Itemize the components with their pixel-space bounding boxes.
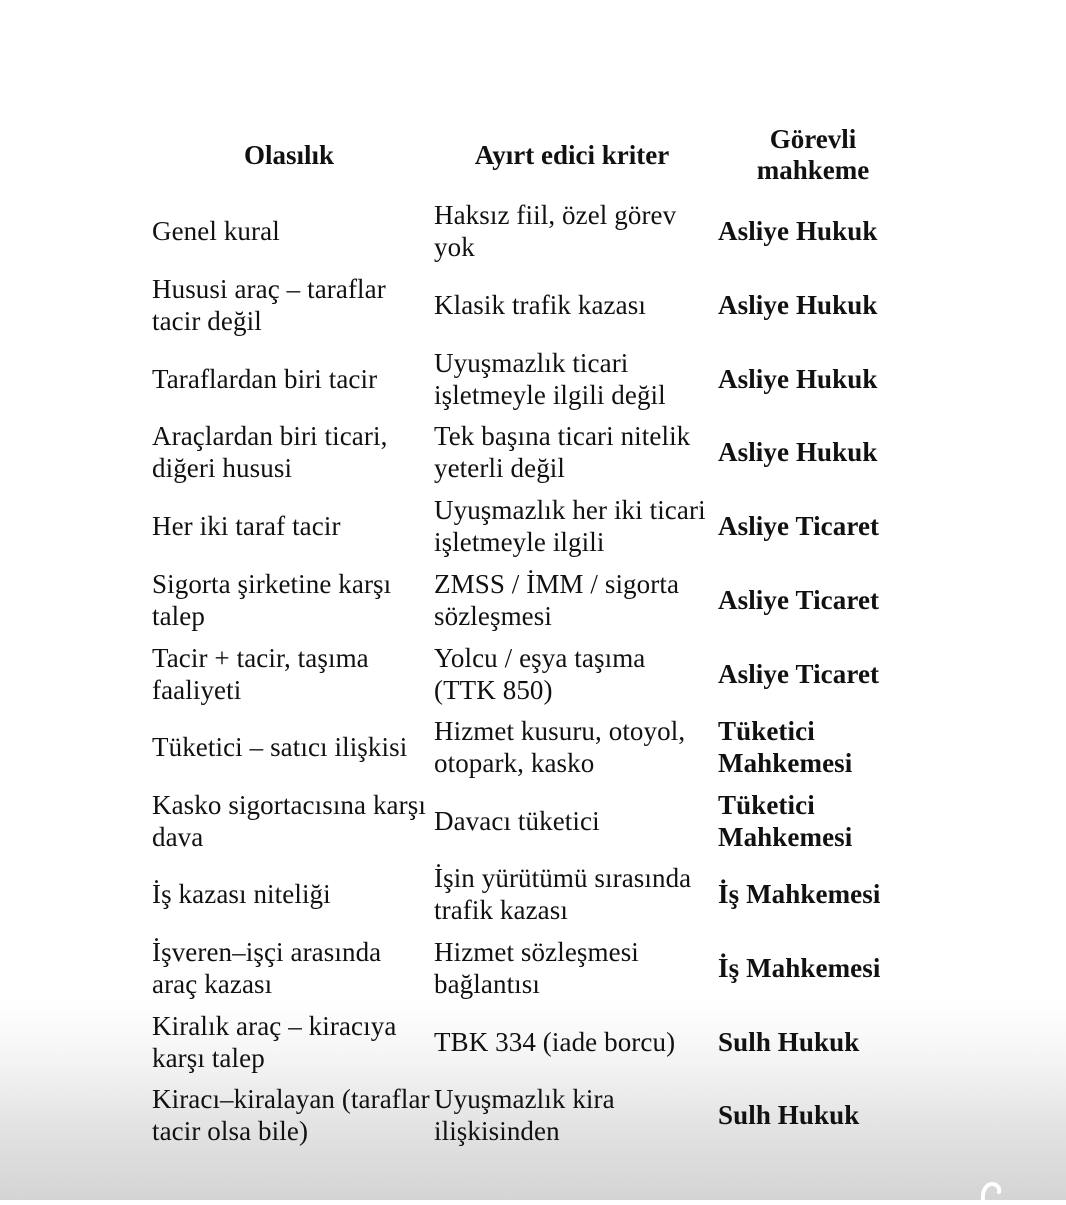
table-row [0,637,1066,711]
cell-mahkeme: Sulh Hukuk [718,1100,860,1130]
cell-olasilik: İşveren–işçi arasında araç kazası [152,937,382,999]
cell-mahkeme: Asliye Ticaret [718,511,880,541]
cell-olasilik: Kasko sigortacısına karşı dava [152,790,426,852]
cell-mahkeme: Asliye Hukuk [718,364,878,394]
cell-mahkeme: Asliye Hukuk [718,290,878,320]
cell-kriter: İşin yürütümü sırasında trafik kazası [434,863,692,925]
cell-olasilik: Kiracı–kiralayan (taraflar tacir olsa bile) [152,1084,430,1146]
cell-olasilik: Kiralık araç – kiracıya karşı talep [152,1011,397,1073]
cell-mahkeme: Asliye Ticaret [718,585,880,615]
cell-mahkeme: Sulh Hukuk [718,1027,860,1057]
table-row [0,194,1066,268]
cell-mahkeme: Asliye Hukuk [718,216,878,246]
cell-olasilik: İş kazası niteliği [152,879,331,909]
table-row [0,489,1066,563]
cell-olasilik: Tacir + tacir, taşıma faaliyeti [152,643,369,705]
cell-kriter: TBK 334 (iade borcu) [434,1027,676,1057]
cell-kriter: Klasik trafik kazası [434,290,646,320]
cell-mahkeme: İş Mahkemesi [718,879,881,909]
cell-mahkeme: Asliye Hukuk [718,437,878,467]
table-row [0,342,1066,416]
table-row [0,857,1066,931]
cell-mahkeme: İş Mahkemesi [718,953,881,983]
table-row [0,563,1066,637]
table-row [0,1005,1066,1079]
cell-olasilik: Hususi araç – taraflar tacir değil [152,274,386,336]
cell-kriter: Uyuşmazlık kira ilişkisinden [434,1084,615,1146]
partial-rounded-icon [978,1176,1004,1200]
cell-kriter: Hizmet kusuru, otoyol, otopark, kasko [434,716,686,778]
cell-mahkeme: Tüketici Mahkemesi [718,790,853,852]
cell-olasilik: Araçlardan biri ticari, diğeri hususi [152,421,388,483]
cell-kriter: Tek başına ticari nitelik yeterli değil [434,421,691,483]
table-row [0,931,1066,1005]
header-olasilik: Olasılık [243,140,335,170]
table-row [0,710,1066,784]
cell-olasilik: Sigorta şirketine karşı talep [152,569,392,631]
table-row [0,415,1066,489]
table-row [0,1078,1066,1152]
cell-olasilik: Genel kural [152,216,280,246]
cell-olasilik: Taraflardan biri tacir [152,364,378,394]
cell-olasilik: Tüketici – satıcı ilişkisi [152,732,408,762]
cell-kriter: Davacı tüketici [434,806,600,836]
cell-kriter: Uyuşmazlık her iki ticari işletmeyle ilgili [434,495,706,557]
header-gorevli-mahkeme: Görevli mahkeme [756,124,870,185]
table-row [0,268,1066,342]
cell-olasilik: Her iki taraf tacir [152,511,341,541]
cell-mahkeme: Asliye Ticaret [718,659,880,689]
cell-kriter: Hizmet sözleşmesi bağlantısı [434,937,639,999]
cell-kriter: Haksız fiil, özel görev yok [434,200,677,262]
table-row [0,784,1066,858]
header-ayirt-edici-kriter: Ayırt edici kriter [474,140,670,170]
cell-kriter: Yolcu / eşya taşıma (TTK 850) [434,643,646,705]
cell-kriter: ZMSS / İMM / sigorta sözleşmesi [434,569,680,631]
cell-kriter: Uyuşmazlık ticari işletmeyle ilgili değil [434,348,666,410]
cell-mahkeme: Tüketici Mahkemesi [718,716,853,778]
